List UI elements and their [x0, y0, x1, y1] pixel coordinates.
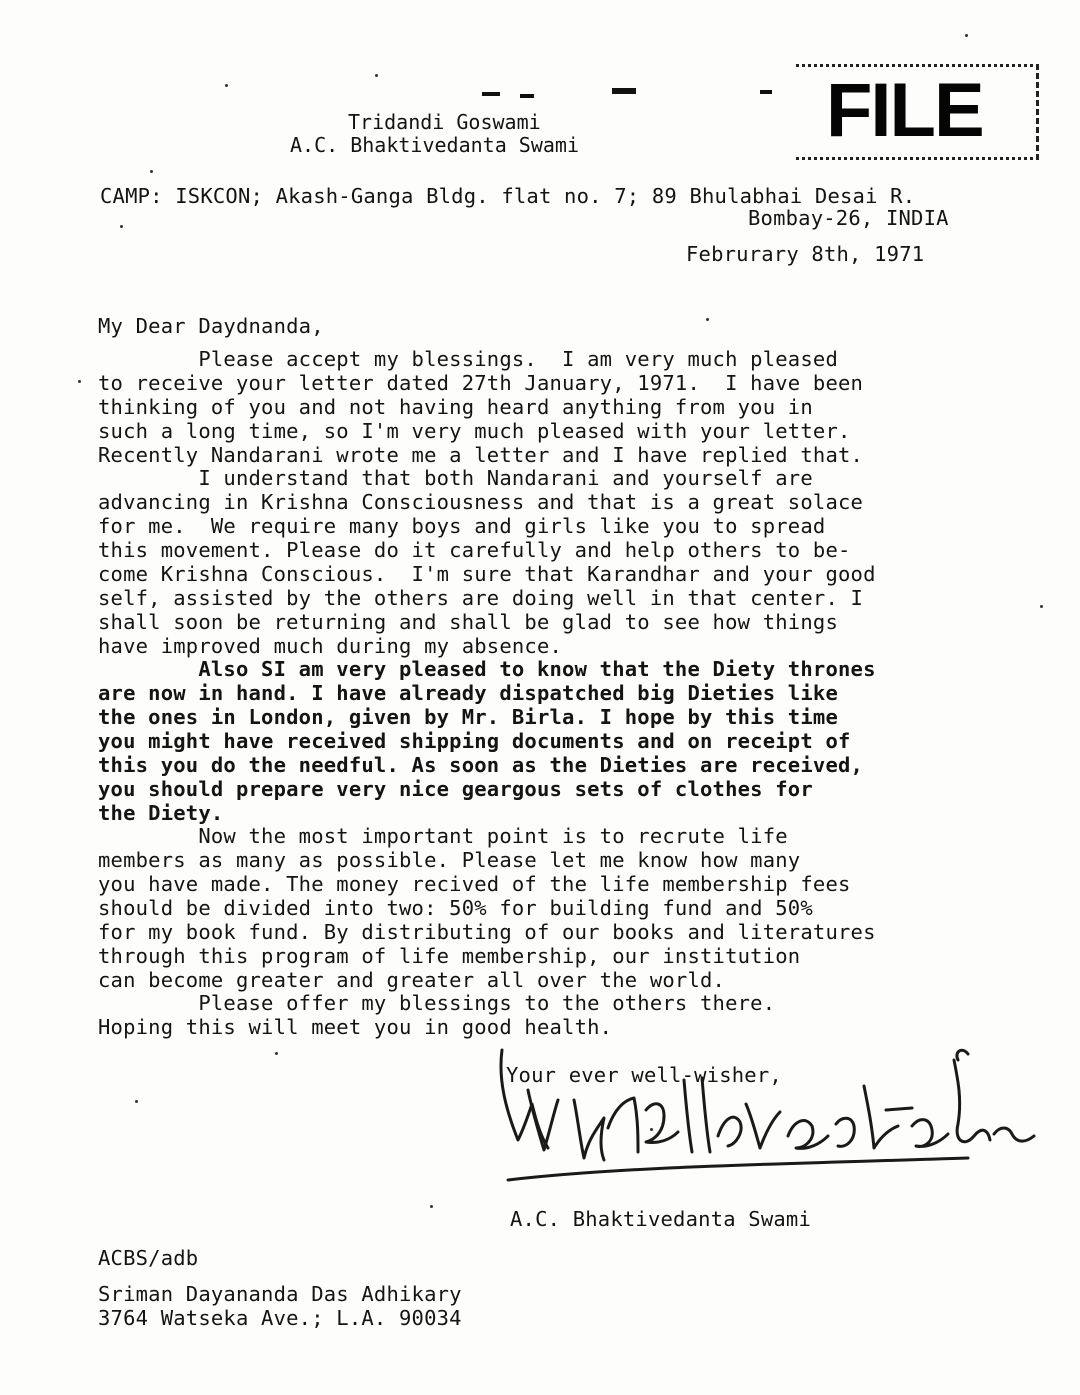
body-line: you have made. The money recived of the life membership fees	[98, 872, 851, 896]
letterhead-title: Tridandi Goswami	[348, 110, 541, 134]
scan-speck	[430, 1205, 433, 1208]
scan-speck	[225, 84, 228, 87]
scan-speck	[78, 380, 81, 383]
scan-mark	[760, 90, 772, 94]
recipient-address: 3764 Watseka Ave.; L.A. 90034	[98, 1306, 462, 1330]
scan-mark	[612, 88, 636, 94]
body-line: Hoping this will meet you in good health.	[98, 1015, 613, 1039]
body-line: through this program of life membership, our institution	[98, 944, 801, 968]
file-stamp	[796, 64, 1039, 160]
body-line: to receive your letter dated 27th January, 1971. I have been	[98, 371, 864, 395]
body-line: Recently Nandarani wrote me a letter and I have replied that.	[98, 443, 864, 467]
body-line: come Krishna Conscious. I'm sure that Karandhar and your good	[98, 562, 876, 586]
scan-speck	[150, 170, 153, 173]
letter-date: Februrary 8th, 1971	[686, 242, 925, 266]
salutation: My Dear Daydnanda,	[98, 314, 324, 338]
body-line: are now in hand. I have already dispatched big Dieties like	[98, 681, 838, 705]
scan-mark	[520, 94, 534, 98]
closing-phrase: Your ever well-wisher,	[506, 1063, 782, 1087]
signature-text: A.C. Bhaktivedanta Swami	[488, 1040, 503, 1041]
body-line: I understand that both Nandarani and yourself are	[98, 466, 813, 490]
body-line: this you do the needful. As soon as the Dieties are received,	[98, 753, 864, 777]
scan-speck	[706, 318, 709, 321]
recipient-name: Sriman Dayananda Das Adhikary	[98, 1282, 462, 1306]
scan-mark	[482, 92, 500, 96]
reference-initials: ACBS/adb	[98, 1246, 199, 1270]
file-stamp-label: FILE	[826, 68, 983, 153]
body-line: advancing in Krishna Consciousness and that is a great solace	[98, 490, 864, 514]
scan-speck	[1040, 605, 1043, 608]
scan-speck	[275, 1052, 278, 1055]
letterhead-name: A.C. Bhaktivedanta Swami	[290, 133, 579, 157]
body-line: have improved much during my absence.	[98, 634, 563, 658]
body-line: members as many as possible. Please let me know how many	[98, 848, 801, 872]
body-line: the ones in London, given by Mr. Birla. I hope by this time	[98, 705, 838, 729]
body-line: this movement. Please do it carefully and help others to be-	[98, 538, 851, 562]
body-line: Also SI am very pleased to know that the Diety thrones	[98, 657, 876, 681]
body-line: you should prepare very nice geargous sets of clothes for	[98, 777, 813, 801]
body-line: for my book fund. By distributing of our books and literatures	[98, 920, 876, 944]
body-line: should be divided into two: 50% for building fund and 50%	[98, 896, 813, 920]
scan-speck	[965, 34, 968, 37]
body-line: Please offer my blessings to the others there.	[98, 991, 776, 1015]
body-line: such a long time, so I'm very much pleased with your letter.	[98, 419, 851, 443]
typed-signature-name: A.C. Bhaktivedanta Swami	[510, 1207, 812, 1231]
body-line: you might have received shipping documents and on receipt of	[98, 729, 851, 753]
scan-speck	[375, 74, 378, 77]
body-line: thinking of you and not having heard anything from you in	[98, 395, 813, 419]
body-line: self, assisted by the others are doing well in that center. I	[98, 586, 864, 610]
scan-speck	[120, 225, 123, 228]
address-line-2: Bombay-26, INDIA	[748, 206, 949, 230]
address-line-1: CAMP: ISKCON; Akash-Ganga Bldg. flat no. 7; 89 Bhulabhai Desai R.	[100, 184, 916, 208]
body-line: the Diety.	[98, 801, 224, 825]
scan-speck	[135, 1100, 138, 1103]
body-line: Now the most important point is to recrute life	[98, 824, 788, 848]
body-line: shall soon be returning and shall be glad to see how things	[98, 610, 838, 634]
body-line: can become greater and greater all over the world.	[98, 968, 726, 992]
body-line: Please accept my blessings. I am very much pleased	[98, 347, 838, 371]
body-line: for me. We require many boys and girls like you to spread	[98, 514, 826, 538]
handwritten-signature	[488, 1040, 1048, 1190]
